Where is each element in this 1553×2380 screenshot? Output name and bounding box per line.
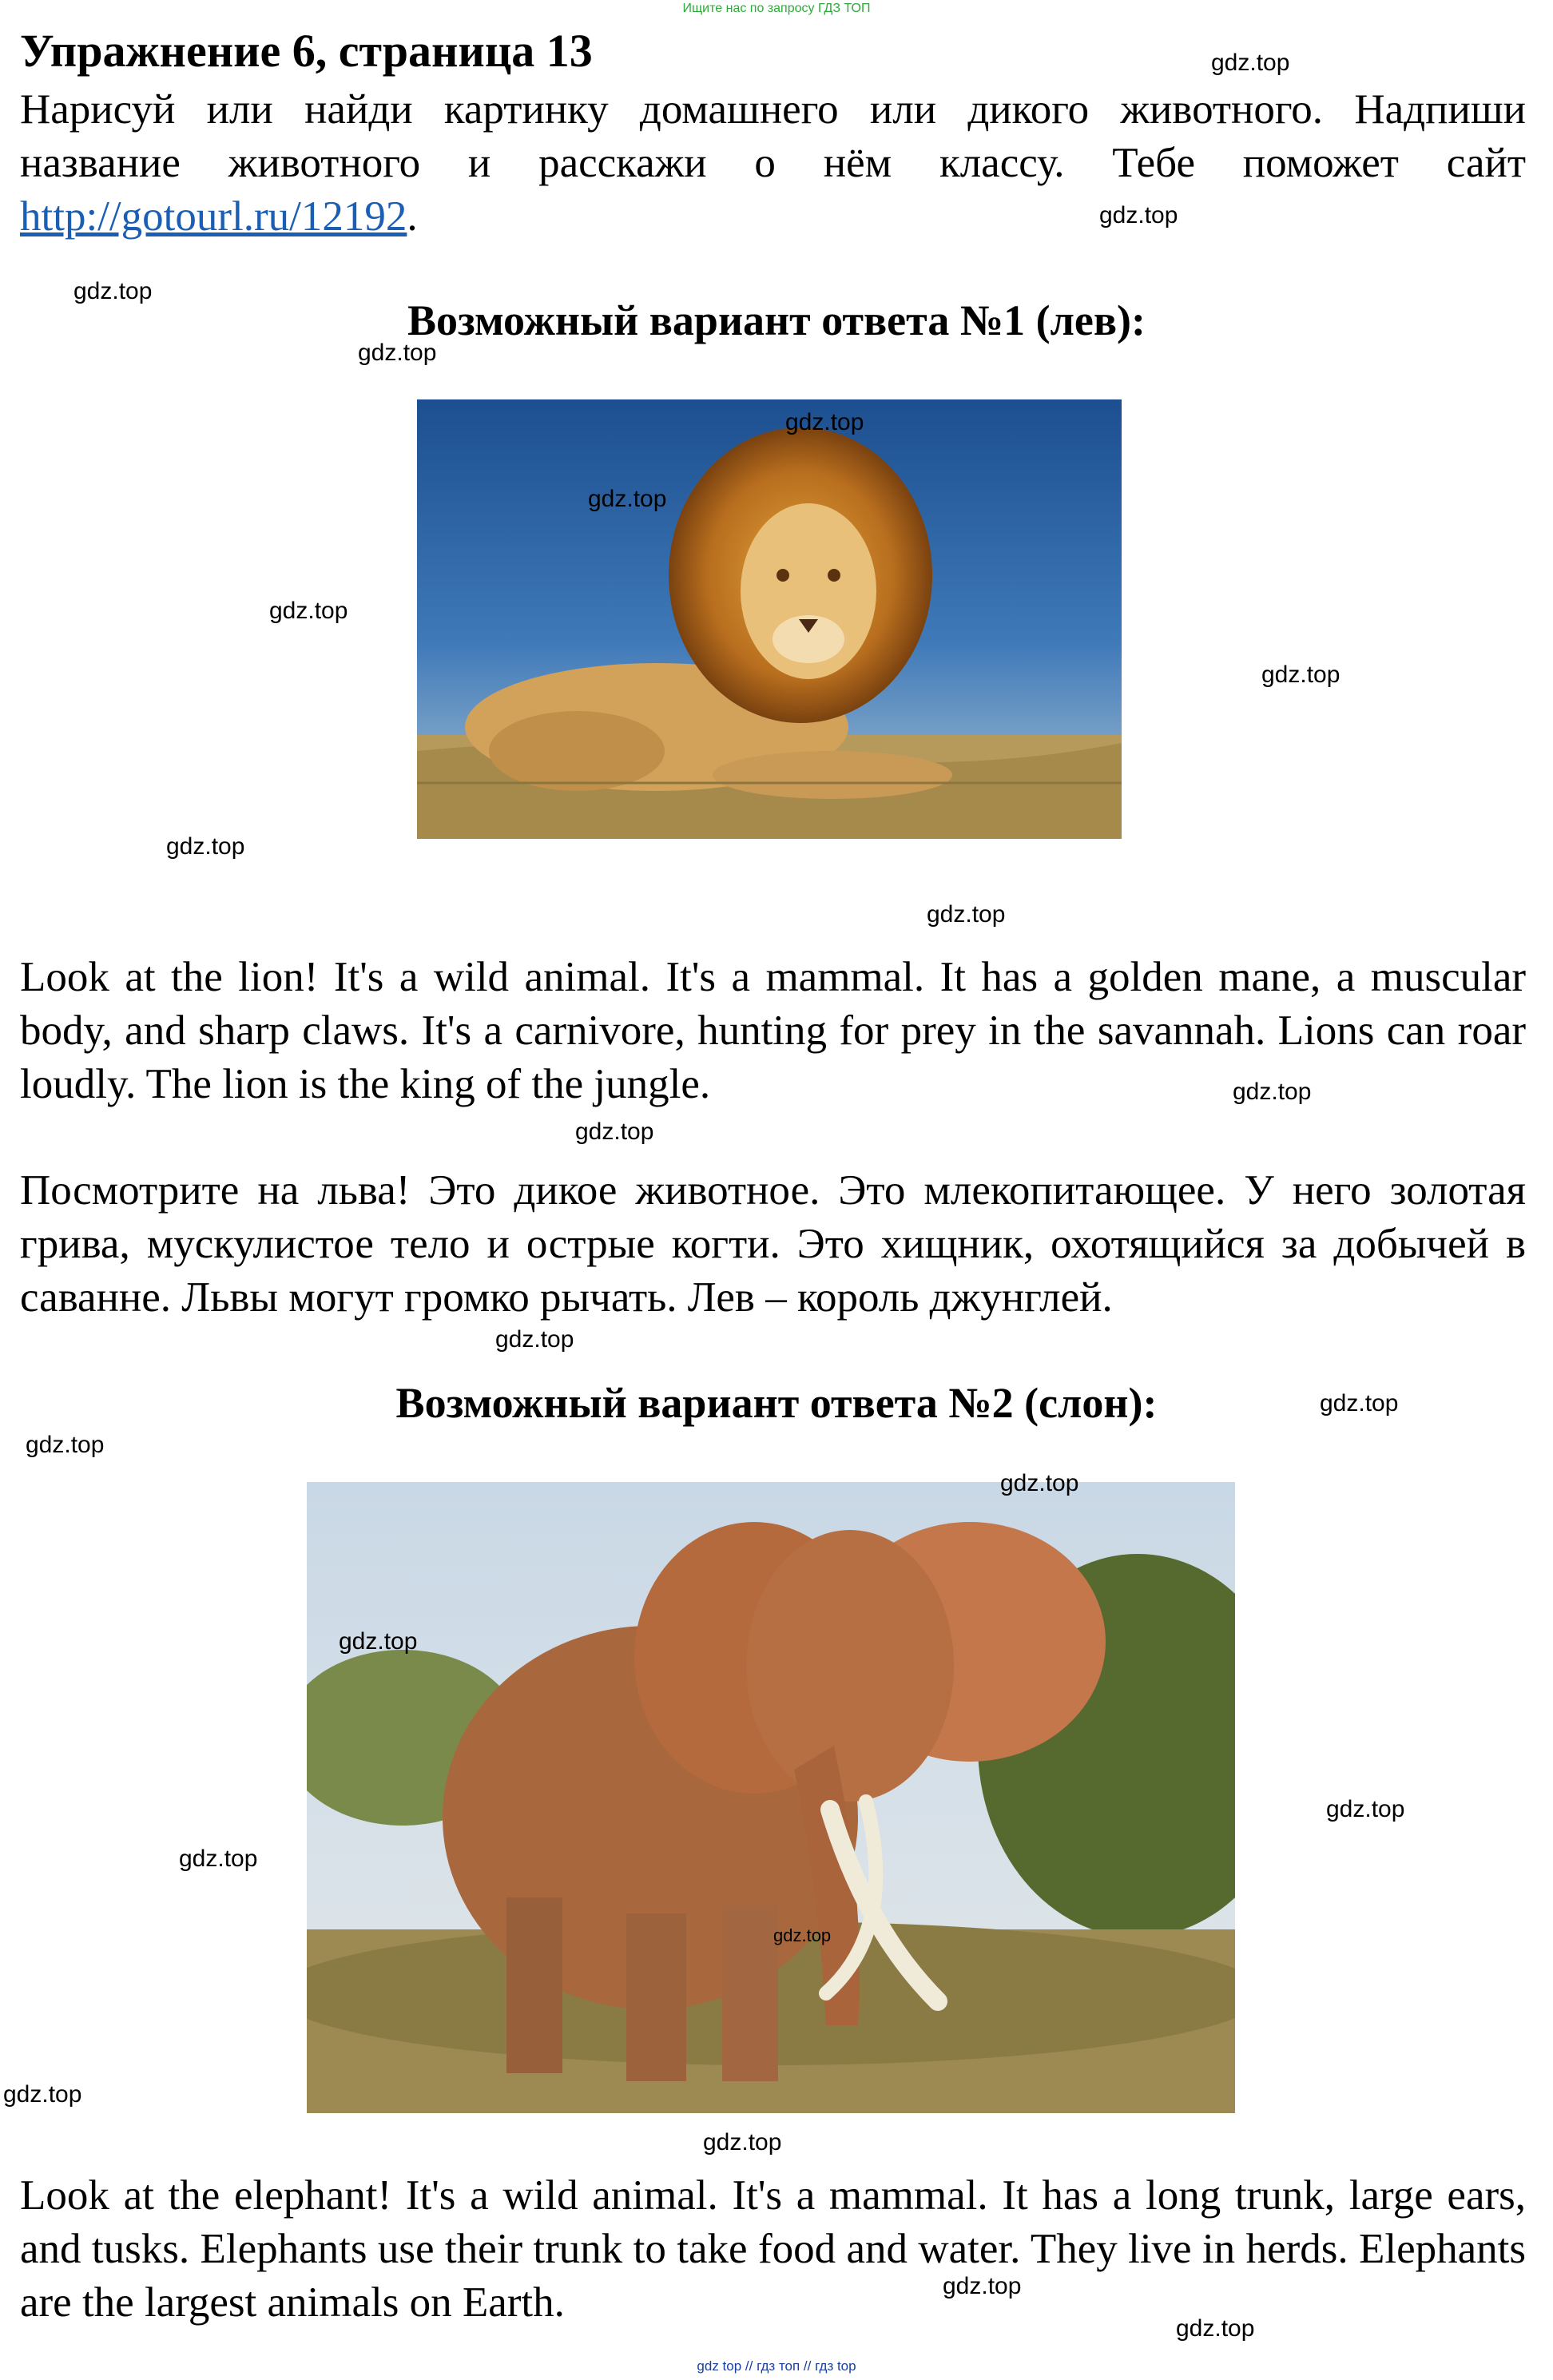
- lion-photo: [417, 399, 1122, 839]
- top-banner: Ищите нас по запросу ГДЗ ТОП: [682, 2, 871, 15]
- watermark: gdz.top: [3, 2081, 82, 2108]
- watermark: gdz.top: [1211, 50, 1290, 76]
- watermark: gdz.top: [785, 409, 864, 435]
- watermark: gdz.top: [269, 598, 348, 624]
- watermark: gdz.top: [1176, 2315, 1255, 2342]
- watermark: gdz.top: [1261, 662, 1341, 688]
- task-body: Нарисуй или найди картинку домашнего или дикого животного. Надпиши название животного и расскажи о нём классу. Тебе поможет сайт: [20, 86, 1526, 186]
- watermark: gdz.top: [703, 2129, 782, 2156]
- watermark: gdz.top: [179, 1846, 258, 1872]
- watermark: gdz.top: [166, 833, 245, 860]
- watermark: gdz.top: [575, 1118, 654, 1145]
- answer2-heading: Возможный вариант ответа №2 (слон):: [395, 1379, 1158, 1427]
- watermark: gdz.top: [495, 1326, 574, 1353]
- watermark: gdz.top: [339, 1628, 418, 1655]
- task-period: .: [407, 193, 418, 240]
- answer1-english: Look at the lion! It's a wild animal. It's a mammal. It has a golden mane, a muscular body, and sharp claws. It's a carnivore, hunting for prey in the savannah. Lions can roar loudly. The lion is the king of the jungle.: [20, 954, 1526, 1107]
- watermark: gdz.top: [588, 486, 667, 512]
- watermark: gdz.top: [1320, 1390, 1399, 1416]
- answer1-russian: Посмотрите на льва! Это дикое животное. Это млекопитающее. У него золотая грива, мускулистое тело и острые когти. Это хищник, охотящийся за добычей в саванне. Львы могут громко рычать. Лев – король джунглей.: [20, 1167, 1526, 1321]
- answer1-heading: Возможный вариант ответа №1 (лев):: [407, 296, 1146, 344]
- watermark: gdz.top: [1099, 202, 1178, 228]
- watermark: gdz.top: [927, 901, 1006, 928]
- footer: gdz top // гдз топ // гдз top: [697, 2358, 856, 2374]
- task-link[interactable]: http://gotourl.ru/12192: [20, 193, 407, 240]
- task-text: [20, 83, 1526, 244]
- watermark: gdz.top: [73, 278, 153, 304]
- watermark: gdz.top: [26, 1432, 105, 1458]
- watermark: gdz.top: [943, 2273, 1022, 2299]
- elephant-photo: [307, 1482, 1235, 2113]
- watermark: gdz.top: [1233, 1079, 1312, 1105]
- watermark: gdz.top: [1326, 1796, 1405, 1822]
- watermark: gdz.top: [1000, 1470, 1079, 1496]
- watermark: gdz.top: [358, 340, 437, 366]
- page-title: Упражнение 6, страница 13: [20, 25, 593, 77]
- answer2-english: Look at the elephant! It's a wild animal. It's a mammal. It has a long trunk, large ears, and tusks. Elephants use their trunk to take food and water. They live in herds. Elephants are the largest animals on Earth.: [20, 2172, 1526, 2326]
- watermark: gdz.top: [773, 1925, 832, 1945]
